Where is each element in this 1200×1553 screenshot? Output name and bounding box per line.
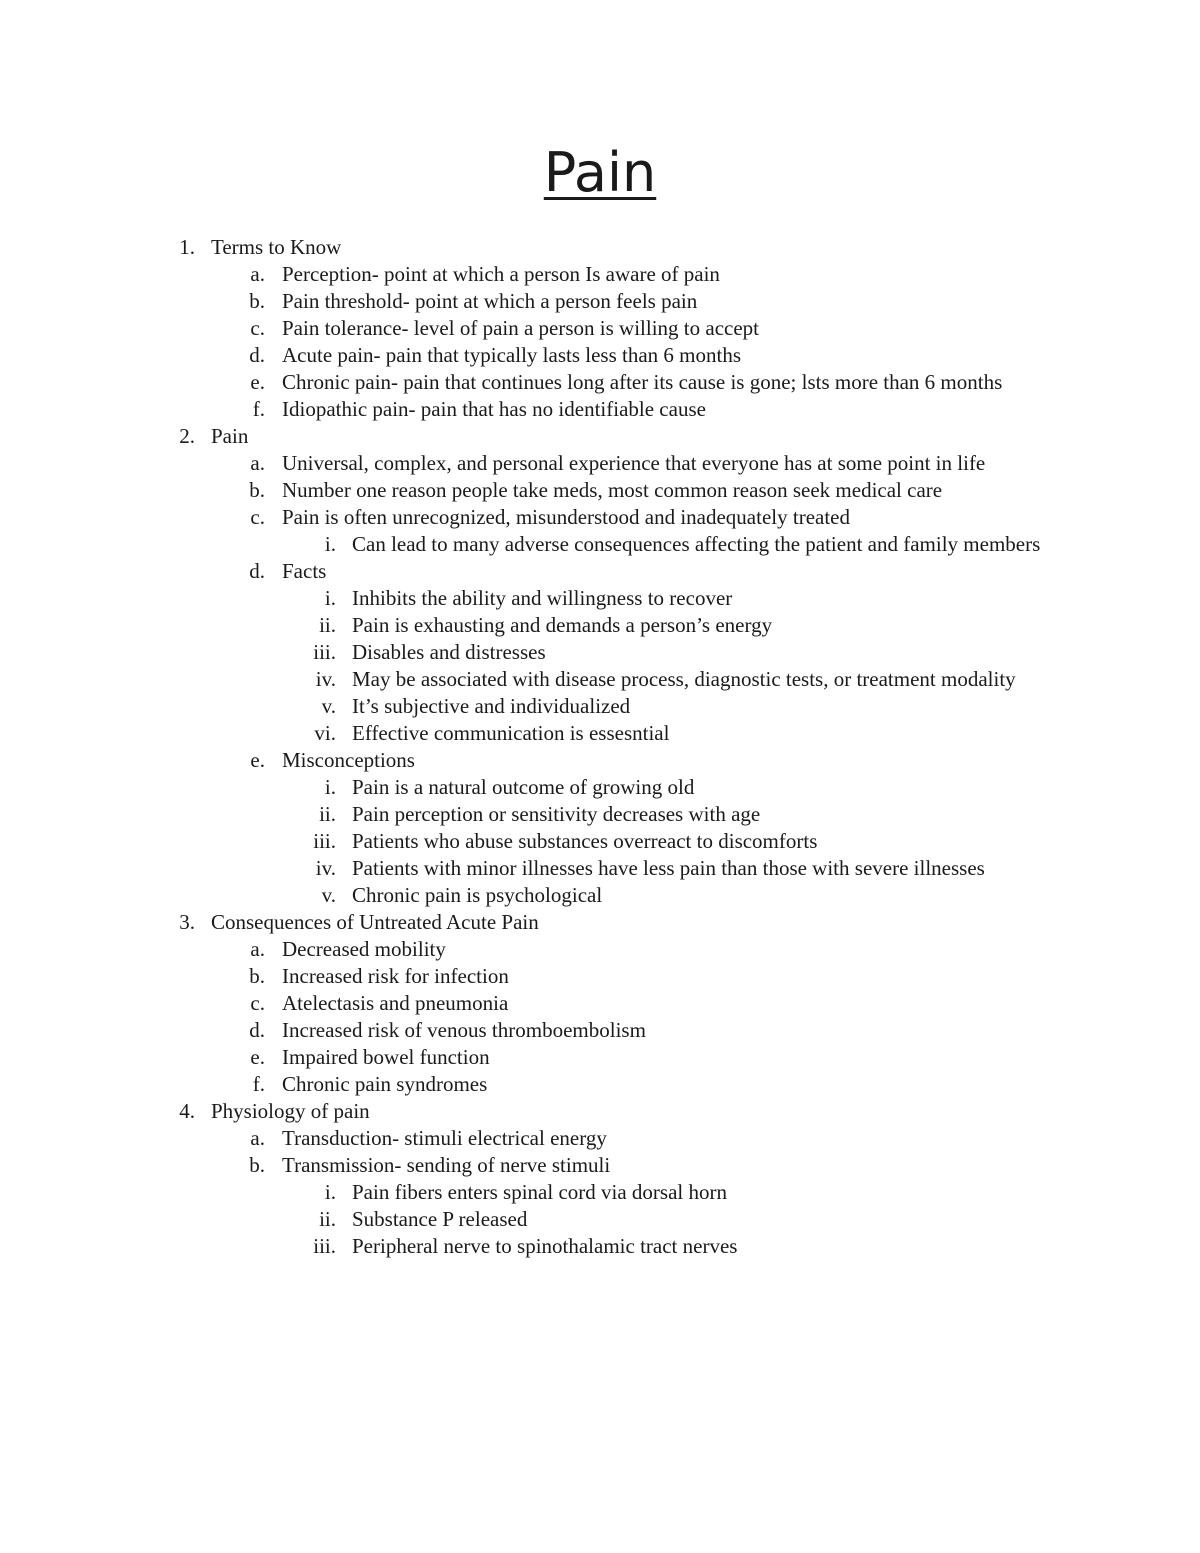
outline-item-2-4-3-marker: iii. <box>313 640 336 664</box>
outline-item-3-1-text: Decreased mobility <box>282 937 446 961</box>
outline-item-2-4-4-text: May be associated with disease process, diagnostic tests, or treatment modality <box>352 667 1016 691</box>
outline-item-3-4-text: Increased risk of venous thromboembolism <box>282 1018 646 1042</box>
outline-item-2-2 <box>0 477 1200 504</box>
outline-item-2-3-text: Pain is often unrecognized, misunderstood and inadequately treated <box>282 505 850 529</box>
outline-item-2-1-text: Universal, complex, and personal experience that everyone has at some point in life <box>282 451 986 475</box>
outline-item-4-1 <box>0 1125 1200 1152</box>
outline-item-3-1-marker: a. <box>250 937 265 961</box>
outline-item-2-4-6 <box>0 720 1200 747</box>
outline-item-3-2 <box>0 963 1200 990</box>
outline-item-2-4-1-text: Inhibits the ability and willingness to recover <box>352 586 733 610</box>
outline-item-1 <box>0 234 1200 261</box>
outline-item-2-5-3-marker: iii. <box>313 829 336 853</box>
outline-item-2-5-2-marker: ii. <box>319 802 336 826</box>
outline-item-2-5-text: Misconceptions <box>282 748 415 772</box>
outline-item-2-5 <box>0 747 1200 774</box>
page-title-text: Pain <box>543 141 657 204</box>
outline-item-1-6-text: Idiopathic pain- pain that has no identifiable cause <box>282 397 706 421</box>
outline-item-2-5-5-marker: v. <box>321 883 336 907</box>
outline-item-2-4-4-marker: iv. <box>315 667 336 691</box>
outline-item-2-5-4 <box>0 855 1200 882</box>
page-title <box>0 140 1200 206</box>
outline-item-1-marker: 1. <box>179 235 195 259</box>
outline-item-3-2-text: Increased risk for infection <box>282 964 509 988</box>
outline-item-4-2 <box>0 1152 1200 1179</box>
outline-item-1-1 <box>0 261 1200 288</box>
outline-item-1-4-text: Acute pain- pain that typically lasts less than 6 months <box>282 343 741 367</box>
outline-item-2-5-3 <box>0 828 1200 855</box>
outline-list <box>0 234 1200 1260</box>
outline-item-2-4-3 <box>0 639 1200 666</box>
outline-item-2-4-5-text: It’s subjective and individualized <box>352 694 631 718</box>
outline-item-4-2-marker: b. <box>249 1153 265 1177</box>
outline-item-1-4 <box>0 342 1200 369</box>
outline-item-3-5-text: Impaired bowel function <box>282 1045 490 1069</box>
outline-item-1-2-marker: b. <box>249 289 265 313</box>
outline-item-2-4 <box>0 558 1200 585</box>
outline-item-3-marker: 3. <box>179 910 195 934</box>
outline-item-2-5-5-text: Chronic pain is psychological <box>352 883 603 907</box>
outline-item-1-6-marker: f. <box>252 397 265 421</box>
outline-item-2-3-1-marker: i. <box>324 532 336 556</box>
outline-item-1-5 <box>0 369 1200 396</box>
outline-item-2-2-marker: b. <box>249 478 265 502</box>
outline-item-3-3-text: Atelectasis and pneumonia <box>282 991 509 1015</box>
outline-item-4-2-3-text: Peripheral nerve to spinothalamic tract nerves <box>352 1234 738 1258</box>
outline-item-1-text: Terms to Know <box>211 235 342 259</box>
outline-item-2-5-2 <box>0 801 1200 828</box>
outline-item-2-3-marker: c. <box>250 505 265 529</box>
outline-item-3 <box>0 909 1200 936</box>
outline-item-3-6-text: Chronic pain syndromes <box>282 1072 488 1096</box>
outline-item-2-4-2-marker: ii. <box>319 613 336 637</box>
outline-item-1-3-marker: c. <box>250 316 265 340</box>
outline-item-2-4-1 <box>0 585 1200 612</box>
outline-item-2-5-1 <box>0 774 1200 801</box>
outline-item-2-5-4-marker: iv. <box>315 856 336 880</box>
outline-item-4-2-3-marker: iii. <box>313 1234 336 1258</box>
outline-item-4-1-marker: a. <box>250 1126 265 1150</box>
outline-item-2-2-text: Number one reason people take meds, most common reason seek medical care <box>282 478 943 502</box>
outline-item-1-6 <box>0 396 1200 423</box>
outline-item-3-2-marker: b. <box>249 964 265 988</box>
outline-item-2-5-4-text: Patients with minor illnesses have less pain than those with severe illnesses <box>352 856 985 880</box>
outline-item-3-5 <box>0 1044 1200 1071</box>
outline-item-3-text: Consequences of Untreated Acute Pain <box>211 910 539 934</box>
outline-item-2-5-3-text: Patients who abuse substances overreact to discomforts <box>352 829 818 853</box>
outline-item-3-6-marker: f. <box>252 1072 265 1096</box>
outline-item-3-5-marker: e. <box>250 1045 265 1069</box>
outline-item-3-3-marker: c. <box>250 991 265 1015</box>
outline-item-2-4-4 <box>0 666 1200 693</box>
outline-item-2-text: Pain <box>211 424 249 448</box>
outline-item-4-2-2 <box>0 1206 1200 1233</box>
outline-item-3-4-marker: d. <box>249 1018 265 1042</box>
outline-item-2-5-marker: e. <box>250 748 265 772</box>
outline-item-1-3-text: Pain tolerance- level of pain a person is willing to accept <box>282 316 760 340</box>
outline-item-4-2-1-text: Pain fibers enters spinal cord via dorsal horn <box>352 1180 727 1204</box>
outline-item-2-4-3-text: Disables and distresses <box>352 640 546 664</box>
outline-item-4-2-2-marker: ii. <box>319 1207 336 1231</box>
outline-item-4-text: Physiology of pain <box>211 1099 370 1123</box>
outline-item-1-3 <box>0 315 1200 342</box>
outline-item-2-4-5-marker: v. <box>321 694 336 718</box>
outline-item-1-1-text: Perception- point at which a person Is aware of pain <box>282 262 720 286</box>
outline-item-1-4-marker: d. <box>249 343 265 367</box>
outline-item-3-4 <box>0 1017 1200 1044</box>
outline-item-4-2-text: Transmission- sending of nerve stimuli <box>282 1153 611 1177</box>
outline-item-1-5-text: Chronic pain- pain that continues long after its cause is gone; lsts more than 6 months <box>282 370 1003 394</box>
outline-item-2-marker: 2. <box>179 424 195 448</box>
outline-item-4-1-text: Transduction- stimuli electrical energy <box>282 1126 607 1150</box>
outline-item-2-3-1 <box>0 531 1200 558</box>
outline-item-2-5-5 <box>0 882 1200 909</box>
outline-item-2-5-1-text: Pain is a natural outcome of growing old <box>352 775 695 799</box>
outline-item-2-4-marker: d. <box>249 559 265 583</box>
outline-item-2-5-1-marker: i. <box>324 775 336 799</box>
outline-item-2-4-2 <box>0 612 1200 639</box>
outline-item-2-5-2-text: Pain perception or sensitivity decreases with age <box>352 802 761 826</box>
outline-item-2-4-6-marker: vi. <box>314 721 336 745</box>
outline-item-4-2-1 <box>0 1179 1200 1206</box>
outline-item-4-marker: 4. <box>179 1099 195 1123</box>
outline-item-4-2-1-marker: i. <box>324 1180 336 1204</box>
outline-item-3-3 <box>0 990 1200 1017</box>
outline-item-1-2 <box>0 288 1200 315</box>
outline-item-4-2-2-text: Substance P released <box>352 1207 528 1231</box>
outline-item-1-2-text: Pain threshold- point at which a person feels pain <box>282 289 698 313</box>
outline-item-1-5-marker: e. <box>250 370 265 394</box>
outline-item-4-2-3 <box>0 1233 1200 1260</box>
outline-item-2-4-6-text: Effective communication is essesntial <box>352 721 670 745</box>
outline-item-4 <box>0 1098 1200 1125</box>
outline-item-2-4-1-marker: i. <box>324 586 336 610</box>
outline-item-2-4-2-text: Pain is exhausting and demands a person’s energy <box>352 613 773 637</box>
outline-item-3-1 <box>0 936 1200 963</box>
outline-item-2-4-text: Facts <box>282 559 327 583</box>
outline-item-2-3 <box>0 504 1200 531</box>
outline-item-2-3-1-text: Can lead to many adverse consequences affecting the patient and family members <box>352 532 1041 556</box>
outline-item-2 <box>0 423 1200 450</box>
outline-item-1-1-marker: a. <box>250 262 265 286</box>
outline-item-2-1 <box>0 450 1200 477</box>
outline-item-2-1-marker: a. <box>250 451 265 475</box>
outline-item-2-4-5 <box>0 693 1200 720</box>
outline-item-3-6 <box>0 1071 1200 1098</box>
